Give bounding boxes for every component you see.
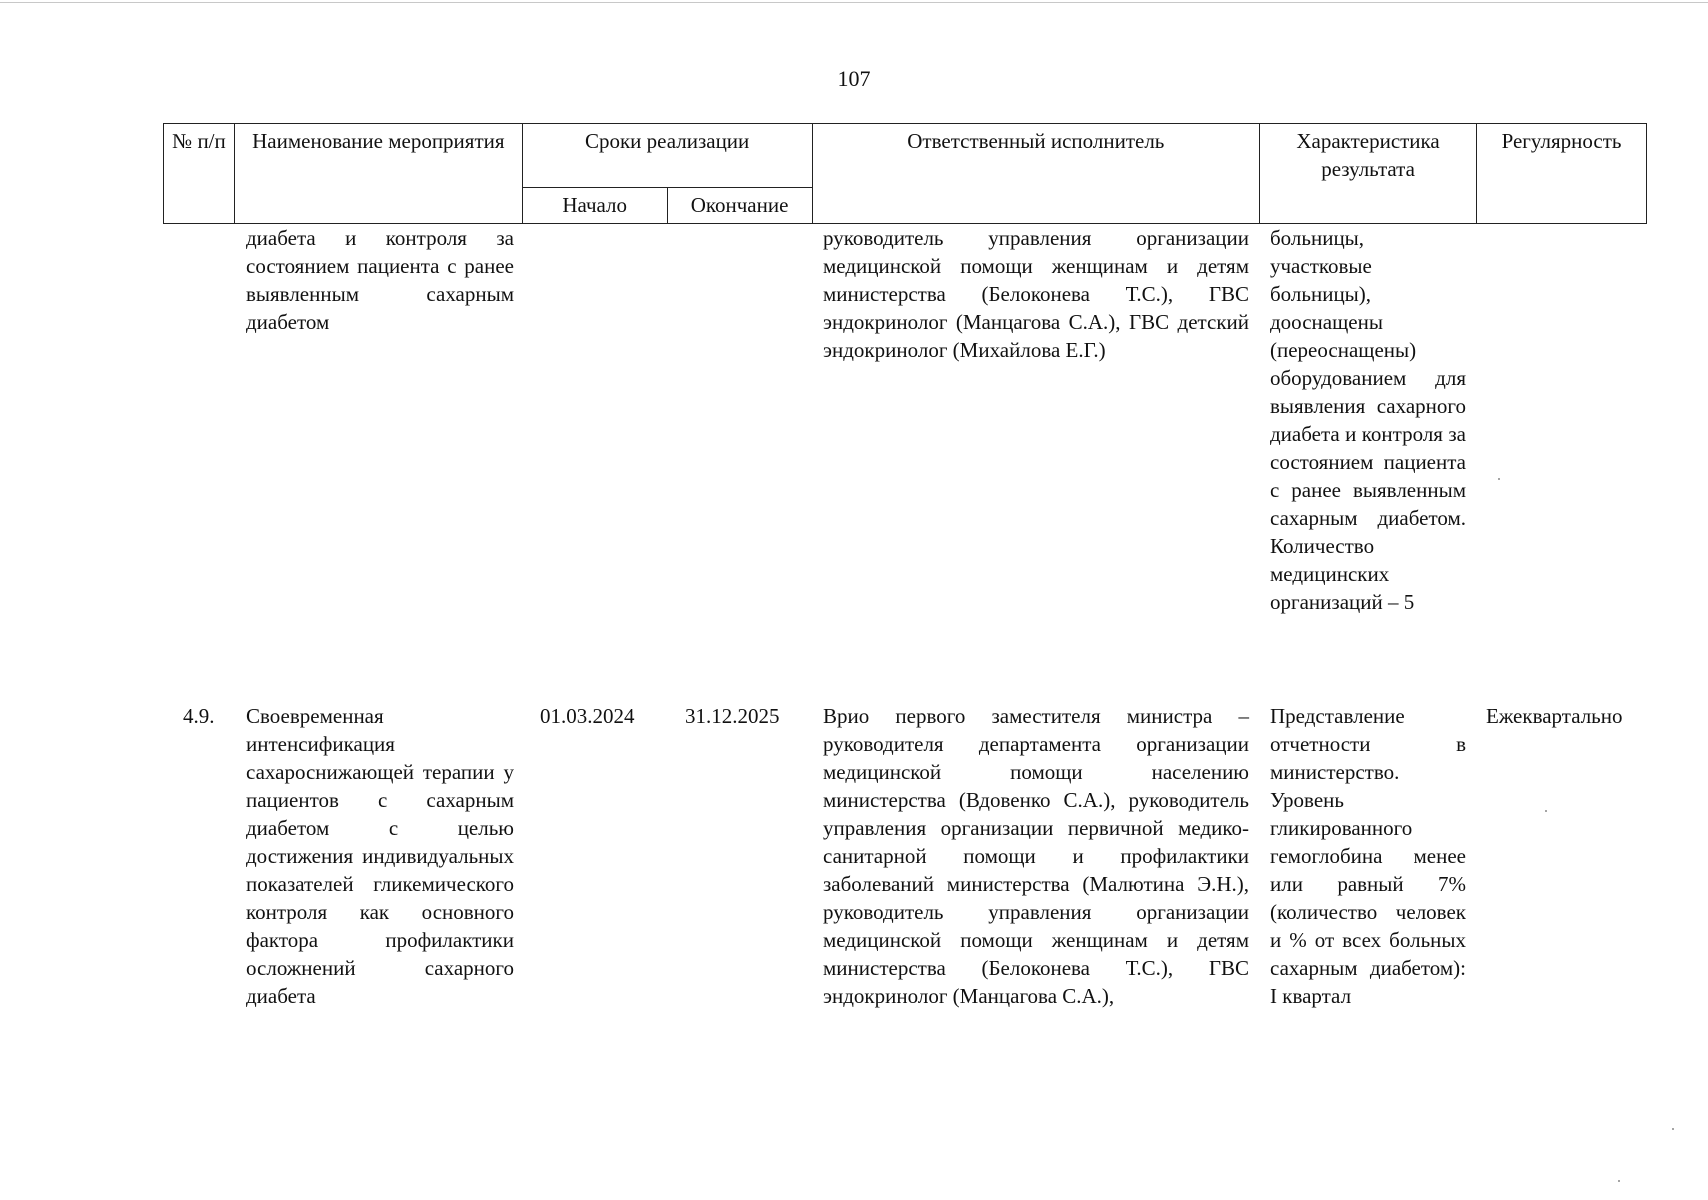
row-2-end: 31.12.2025	[685, 704, 780, 728]
row-1-result: больницы, участковые больницы), дооснащены (переоснащены) оборудованием для выявления сахарного диабета и контроля за состоянием пациента с ранее выявленным сахарным диабетом. Количество медицинских организаций – 5	[1270, 226, 1466, 614]
header-result: Характеристика результата	[1260, 124, 1477, 224]
header-responsible: Ответственный исполнитель	[812, 124, 1260, 224]
row-1-name: диабета и контроля за состоянием пациента с ранее выявленным сахарным диабетом	[246, 226, 514, 334]
scan-speck	[1545, 810, 1547, 812]
row-2-num: 4.9.	[183, 704, 215, 728]
scan-speck	[1618, 1180, 1620, 1182]
row-2-result: Представление отчетности в министерство. Уровень гликированного гемоглобина менее или равный 7% (количество человек и % от всех больных сахарным диабетом): I квартал	[1270, 704, 1466, 1008]
header-start: Начало	[522, 188, 667, 224]
row-2-regularity: Ежеквартально	[1486, 704, 1623, 728]
row-2-name: Своевременная интенсификация сахароснижающей терапии у пациентов с сахарным диабетом с целью достижения индивидуальных показателей гликемического контроля как основного фактора профилактики осложнений сахарного диабета	[246, 704, 514, 1008]
scan-speck	[1672, 1128, 1674, 1130]
page-number: 107	[837, 66, 871, 91]
scan-speck	[1498, 478, 1500, 480]
table-header	[163, 123, 1647, 224]
header-terms: Сроки реализации	[522, 124, 812, 188]
header-end: Окончание	[667, 188, 812, 224]
row-1-responsible: руководитель управления организации медицинской помощи женщинам и детям министерства (Белоконева Т.С.), ГВС эндокринолог (Манцагова С.А.), ГВС детский эндокринолог (Михайлова Е.Г.)	[823, 226, 1249, 362]
row-2-start: 01.03.2024	[540, 704, 635, 728]
header-num: № п/п	[164, 124, 235, 224]
header-name: Наименование мероприятия	[234, 124, 522, 224]
row-2-responsible: Врио первого заместителя министра – руководителя департамента организации медицинской помощи населению министерства (Вдовенко С.А.), руководитель управления организации первичной медико-санитарной помощи и профилактики заболеваний министерства (Малютина Э.Н.), руководитель управления организации медицинской помощи женщинам и детям министерства (Белоконева Т.С.), ГВС эндокринолог (Манцагова С.А.),	[823, 704, 1249, 1008]
page-top-edge	[0, 2, 1708, 3]
header-regularity: Регулярность	[1477, 124, 1647, 224]
